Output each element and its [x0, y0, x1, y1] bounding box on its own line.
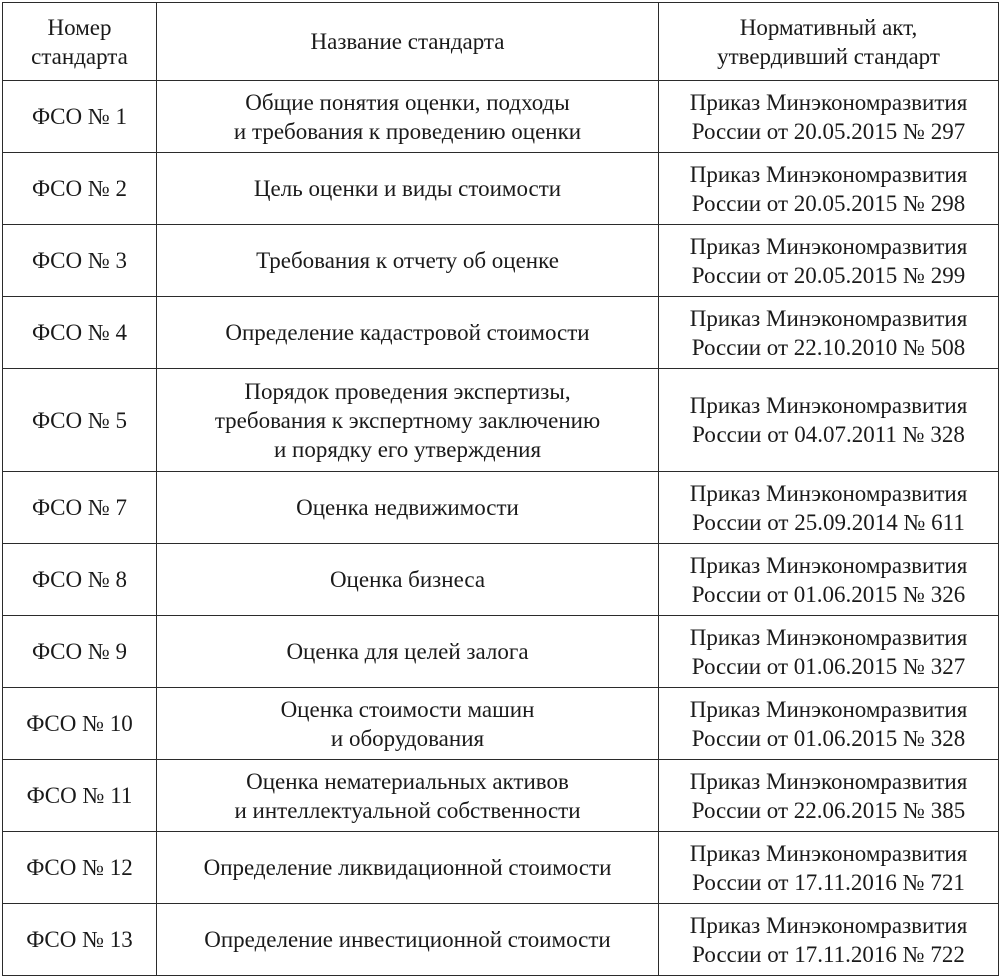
header-act-line: Нормативный акт,: [739, 14, 918, 40]
standard-name-line: Оценка нематериальных активов: [246, 768, 569, 794]
standard-number: ФСО № 11: [26, 783, 133, 808]
normative-act-cell: [659, 472, 999, 544]
standard-name-line: требования к экспертному заключению: [214, 407, 601, 433]
normative-act-cell: [659, 153, 999, 225]
standard-name-line: Оценка бизнеса: [329, 567, 486, 592]
table-row: [3, 472, 999, 544]
normative-act-line: России от 20.05.2015 № 297: [691, 118, 966, 144]
table-row: [3, 369, 999, 472]
normative-act-line: Приказ Минэкономразвития: [689, 624, 968, 650]
table-row: [3, 81, 999, 153]
standard-name-cell: [157, 153, 659, 225]
standard-number-cell: [3, 297, 157, 369]
table-row: [3, 616, 999, 688]
normative-act-line: Приказ Минэкономразвития: [689, 480, 968, 506]
standard-name-cell: [157, 297, 659, 369]
standard-name-cell: [157, 369, 659, 472]
standard-name-line: и оборудования: [330, 725, 485, 751]
normative-act-cell: [659, 81, 999, 153]
table-row: [3, 760, 999, 832]
standard-number-cell: [3, 81, 157, 153]
standard-name-line: и требования к проведению оценки: [233, 118, 582, 144]
table-row: [3, 904, 999, 976]
normative-act-line: России от 25.09.2014 № 611: [692, 509, 965, 535]
standard-name-cell: [157, 225, 659, 297]
table-row: [3, 225, 999, 297]
normative-act-cell: [659, 544, 999, 616]
normative-act-line: Приказ Минэкономразвития: [689, 393, 968, 418]
header-act-line: утвердивший стандарт: [717, 43, 940, 69]
normative-act-line: России от 22.10.2010 № 508: [691, 334, 966, 360]
standard-number: ФСО № 13: [26, 927, 133, 952]
table-row: [3, 688, 999, 760]
standard-number: ФСО № 10: [26, 711, 133, 736]
header-number-line: Номер: [47, 14, 112, 40]
standard-name-cell: [157, 616, 659, 688]
header-name-cell: [157, 3, 659, 81]
standard-name-cell: [157, 904, 659, 976]
normative-act-line: Приказ Минэкономразвития: [689, 233, 968, 259]
standard-name-cell: [157, 472, 659, 544]
standard-name-line: Требования к отчету об оценке: [256, 248, 559, 273]
normative-act-line: России от 01.06.2015 № 328: [691, 725, 966, 751]
normative-act-cell: [659, 225, 999, 297]
standard-name-line: Общие понятия оценки, подходы: [245, 89, 570, 115]
standard-number-cell: [3, 760, 157, 832]
normative-act-line: Приказ Минэкономразвития: [689, 912, 968, 938]
header-name-line: Название стандарта: [310, 29, 505, 54]
standard-number-cell: [3, 153, 157, 225]
standard-name-line: Порядок проведения экспертизы,: [244, 378, 571, 404]
standard-name-cell: [157, 544, 659, 616]
normative-act-line: Приказ Минэкономразвития: [689, 161, 968, 187]
normative-act-cell: [659, 904, 999, 976]
standard-number: ФСО № 7: [31, 495, 128, 520]
standard-name-line: Оценка для целей залога: [286, 639, 529, 664]
normative-act-line: России от 20.05.2015 № 298: [691, 190, 966, 216]
standard-number: ФСО № 2: [31, 176, 128, 201]
table-row: [3, 832, 999, 904]
header-number-line: стандарта: [31, 43, 128, 69]
standard-name-line: и порядку его утверждения: [273, 436, 542, 462]
standard-name-line: Определение инвестиционной стоимости: [204, 927, 611, 952]
normative-act-cell: [659, 616, 999, 688]
standard-name-line: и интеллектуальной собственности: [234, 797, 581, 823]
normative-act-line: России от 17.11.2016 № 721: [692, 869, 965, 895]
table-row: [3, 153, 999, 225]
table-row: [3, 544, 999, 616]
normative-act-line: Приказ Минэкономразвития: [689, 768, 968, 794]
standard-number-cell: [3, 904, 157, 976]
standard-name-line: Цель оценки и виды стоимости: [253, 176, 562, 201]
standard-number: ФСО № 1: [31, 104, 128, 129]
standard-name-cell: [157, 688, 659, 760]
normative-act-line: Приказ Минэкономразвития: [689, 696, 968, 722]
normative-act-line: Приказ Минэкономразвития: [689, 89, 968, 115]
standard-number-cell: [3, 616, 157, 688]
standard-name-line: Оценка недвижимости: [296, 495, 519, 520]
normative-act-cell: [659, 760, 999, 832]
standard-name-line: Оценка стоимости машин: [280, 696, 535, 722]
standard-name-cell: [157, 832, 659, 904]
header-row: [3, 3, 999, 81]
normative-act-line: Приказ Минэкономразвития: [689, 552, 968, 578]
standard-number-cell: [3, 369, 157, 472]
table-row: [3, 297, 999, 369]
normative-act-cell: [659, 688, 999, 760]
standard-number: ФСО № 5: [31, 407, 128, 433]
standard-number: ФСО № 9: [31, 639, 128, 664]
standard-number-cell: [3, 688, 157, 760]
normative-act-line: Приказ Минэкономразвития: [689, 840, 968, 866]
normative-act-cell: [659, 369, 999, 472]
standard-number-cell: [3, 472, 157, 544]
standards-table: [2, 2, 999, 976]
normative-act-line: России от 01.06.2015 № 327: [691, 653, 966, 679]
normative-act-line: России от 01.06.2015 № 326: [691, 581, 966, 607]
normative-act-cell: [659, 832, 999, 904]
standard-number-cell: [3, 544, 157, 616]
normative-act-line: России от 22.06.2015 № 385: [691, 797, 966, 823]
standard-number: ФСО № 4: [31, 320, 128, 345]
standard-number-cell: [3, 832, 157, 904]
standard-number: ФСО № 8: [31, 567, 128, 592]
normative-act-line: России от 20.05.2015 № 299: [691, 262, 966, 288]
normative-act-line: России от 04.07.2011 № 328: [692, 422, 965, 447]
standard-name-line: Определение ликвидационной стоимости: [203, 855, 612, 880]
standard-number: ФСО № 12: [26, 855, 133, 880]
standard-name-cell: [157, 760, 659, 832]
standard-number-cell: [3, 225, 157, 297]
standard-name-line: Определение кадастровой стоимости: [225, 320, 590, 345]
standard-name-cell: [157, 81, 659, 153]
normative-act-cell: [659, 297, 999, 369]
standard-number: ФСО № 3: [31, 248, 128, 273]
header-act-cell: [659, 3, 999, 81]
table-body: [3, 81, 999, 976]
normative-act-line: Приказ Минэкономразвития: [689, 305, 968, 331]
header-number-cell: [3, 3, 157, 81]
normative-act-line: России от 17.11.2016 № 722: [692, 941, 965, 967]
